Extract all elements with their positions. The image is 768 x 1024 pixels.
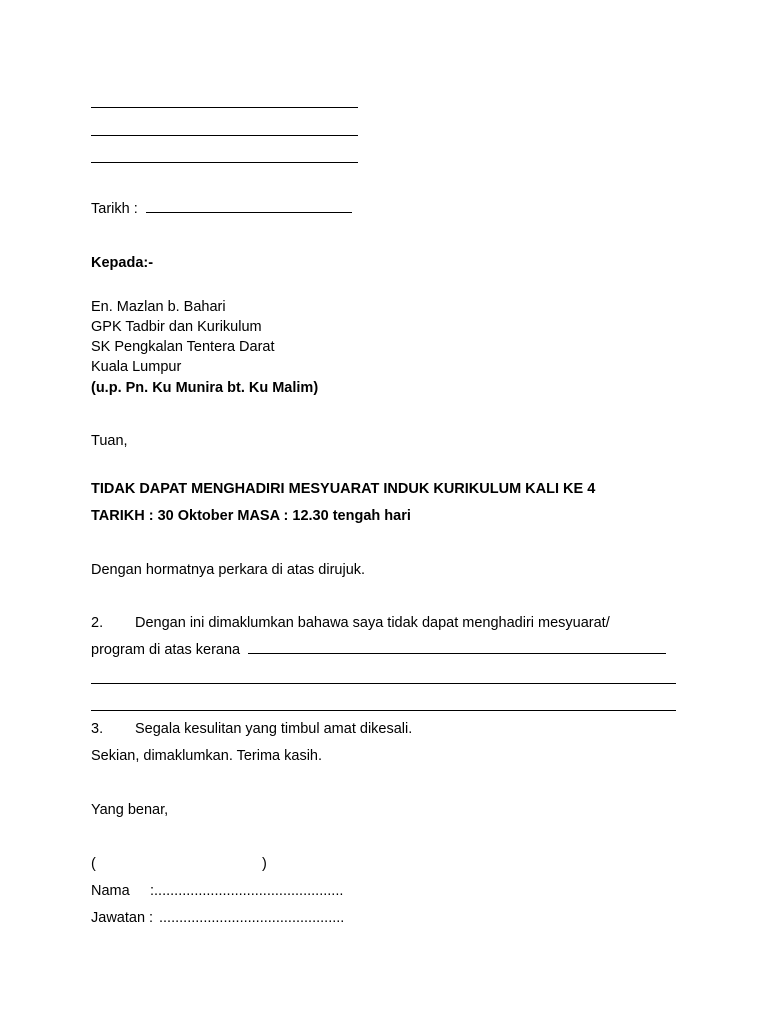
signature-close-paren: ) <box>262 856 267 872</box>
date-row <box>91 200 352 218</box>
closing-line: Sekian, dimaklumkan. Terima kasih. <box>91 748 323 764</box>
recipient-line: SK Pengkalan Tentera Darat <box>91 339 275 355</box>
reason-row <box>91 641 666 659</box>
name-label: Nama <box>91 883 130 899</box>
subject-line-1: TIDAK DAPAT MENGHADIRI MESYUARAT INDUK KURIKULUM KALI KE 4 <box>91 481 596 497</box>
sender-line-2 <box>91 135 358 136</box>
paragraph-1: Dengan hormatnya perkara di atas dirujuk. <box>91 562 366 578</box>
paragraph-3-text: Segala kesulitan yang timbul amat dikesali. <box>135 721 413 737</box>
recipient-line: Kuala Lumpur <box>91 359 182 375</box>
recipient-line: En. Mazlan b. Bahari <box>91 299 226 315</box>
signature-open-paren: ( <box>91 856 96 872</box>
paragraph-2-number: 2. <box>91 615 104 631</box>
paragraph-3-number: 3. <box>91 721 104 737</box>
reason-blank-1 <box>248 641 666 654</box>
name-value: :............................................... <box>150 883 344 899</box>
position-label: Jawatan : <box>91 910 154 926</box>
recipient-heading: Kepada:- <box>91 255 154 271</box>
paragraph-2-continuation: program di atas kerana <box>91 642 241 658</box>
date-blank <box>146 200 352 213</box>
reason-blank-2 <box>91 683 676 684</box>
date-label: Tarikh : <box>91 201 138 217</box>
subject-line-2: TARIKH : 30 Oktober MASA : 12.30 tengah hari <box>91 508 411 524</box>
position-value: .............................................. <box>159 910 345 926</box>
sender-line-3 <box>91 162 358 163</box>
reason-blank-3 <box>91 710 676 711</box>
recipient-attention: (u.p. Pn. Ku Munira bt. Ku Malim) <box>91 380 319 396</box>
yours-truly: Yang benar, <box>91 802 169 818</box>
salutation: Tuan, <box>91 433 128 449</box>
sender-line-1 <box>91 107 358 108</box>
recipient-line: GPK Tadbir dan Kurikulum <box>91 319 262 335</box>
paragraph-2-text: Dengan ini dimaklumkan bahawa saya tidak dapat menghadiri mesyuarat/ <box>135 615 610 631</box>
